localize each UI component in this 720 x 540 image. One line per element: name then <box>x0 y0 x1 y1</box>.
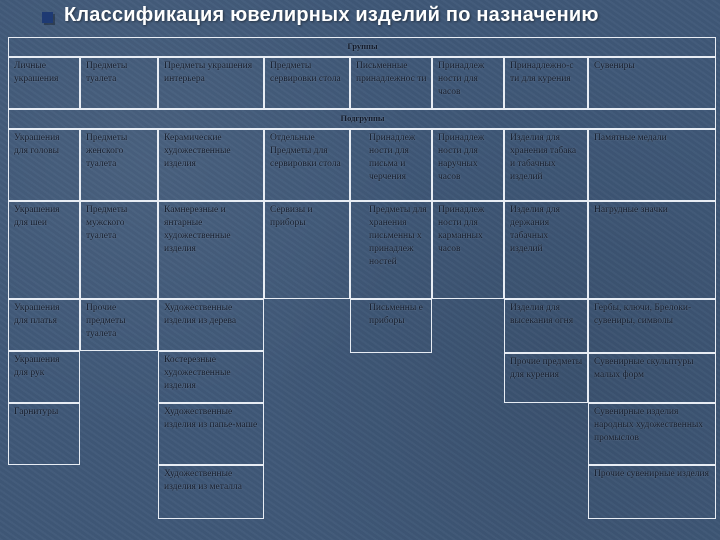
subgroup-cell: Предметы женского туалета <box>80 129 158 201</box>
subgroup-cell: Прочие сувенирные изделия <box>588 465 716 519</box>
groups-header: Группы <box>8 37 716 57</box>
subgroup-cell: Сервизы и приборы <box>264 201 350 299</box>
subgroup-cell: Прочие предметы туалета <box>80 299 158 351</box>
group-toilet-items: Предметы туалета <box>80 57 158 109</box>
subgroup-cell: Изделия для хранения табака и табачных изделий <box>504 129 588 201</box>
subgroup-cell: Сувенирные скульптуры малых форм <box>588 353 716 403</box>
group-watch-accessories: Принадлеж ности для часов <box>432 57 504 109</box>
subgroup-cell: Керамические художественные изделия <box>158 129 264 201</box>
subgroup-cell: Памятные медали <box>588 129 716 201</box>
subgroup-cell: Прочие предметы для курения <box>504 353 588 403</box>
subgroup-cell: Художественные изделия из дерева <box>158 299 264 351</box>
subgroup-cell: Камнерезные и янтарные художественные изделия <box>158 201 264 299</box>
subgroup-cell: Сувенирные изделия народных художественных промыслов <box>588 403 716 465</box>
title-bullet <box>42 12 53 23</box>
group-personal-jewelry: Личные украшения <box>8 57 80 109</box>
subgroup-cell: Нагрудные значки <box>588 201 716 299</box>
subgroup-cell: Изделия для держания табачных изделий <box>504 201 588 299</box>
subgroup-cell: Предметы мужского туалета <box>80 201 158 299</box>
subgroup-cell: Письменны е приборы <box>350 299 432 353</box>
subgroups-header: Подгруппы <box>8 109 716 129</box>
subgroup-cell: Принадлеж ности для письма и черчения <box>350 129 432 201</box>
subgroup-cell: Гербы, ключи, Брелоки-сувениры, символы <box>588 299 716 353</box>
subgroup-cell: Отдельные Предметы для сервировки стола <box>264 129 350 201</box>
subgroup-cell: Костерезные художественные изделия <box>158 351 264 403</box>
group-table-setting: Предметы сервировки стола <box>264 57 350 109</box>
subgroup-cell: Изделия для высекания огня <box>504 299 588 353</box>
group-interior-items: Предметы украшения интерьера <box>158 57 264 109</box>
subgroup-cell: Украшения для платья <box>8 299 80 351</box>
subgroup-cell: Принадлеж ности для карманных часов <box>432 201 504 299</box>
group-smoking-accessories: Принадлежно-с ти для курения <box>504 57 588 109</box>
subgroup-cell: Художественные изделия из металла <box>158 465 264 519</box>
subgroup-cell: Предметы для хранения письменны х принадлеж ностей <box>350 201 432 299</box>
group-writing-supplies: Письменные принадлежнос ти <box>350 57 432 109</box>
subgroup-cell: Принадлеж ности для наручных часов <box>432 129 504 201</box>
group-souvenirs: Сувениры <box>588 57 716 109</box>
subgroup-cell: Украшения для шеи <box>8 201 80 299</box>
slide-title: Классификация ювелирных изделий по назначению <box>64 4 599 26</box>
subgroup-cell: Украшения для головы <box>8 129 80 201</box>
subgroup-cell: Художественные изделия из папье-маше <box>158 403 264 465</box>
subgroup-cell: Украшения для рук <box>8 351 80 403</box>
subgroup-cell: Гарнитуры <box>8 403 80 465</box>
